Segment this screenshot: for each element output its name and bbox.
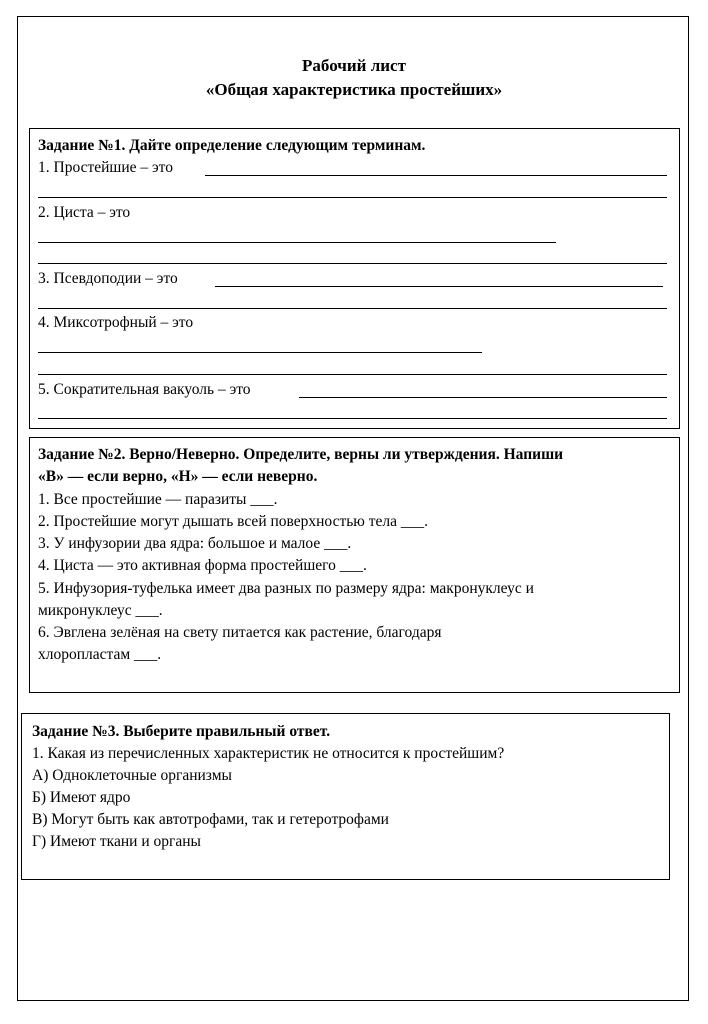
statement-6: 6. Эвглена зелёная на свету питается как растение, благодаря	[38, 624, 442, 641]
term-2-label: 2. Циста – это	[38, 204, 131, 221]
answer-line[interactable]	[215, 286, 663, 287]
answer-line[interactable]	[299, 397, 667, 398]
statement-3: 3. У инфузории два ядра: большое и малое ___.	[38, 535, 352, 552]
statement-4: 4. Циста — это активная форма простейшего ___.	[38, 557, 367, 574]
answer-line[interactable]	[38, 308, 667, 309]
answer-line[interactable]	[205, 175, 667, 176]
statement-2: 2. Простейшие могут дышать всей поверхностью тела ___.	[38, 513, 429, 530]
task3-question: 1. Какая из перечисленных характеристик не относится к простейшим?	[32, 745, 505, 762]
term-4-label: 4. Миксотрофный – это	[38, 314, 194, 331]
task2-heading-line1: Задание №2. Верно/Неверно. Определите, верны ли утверждения. Напиши	[38, 446, 564, 463]
task1-heading: Задание №1. Дайте определение следующим терминам.	[38, 137, 426, 154]
option-d[interactable]: Г) Имеют ткани и органы	[32, 833, 201, 850]
task3-heading: Задание №3. Выберите правильный ответ.	[32, 723, 331, 740]
task2-heading-line2: «В» — если верно, «Н» — если неверно.	[38, 468, 318, 485]
option-b[interactable]: Б) Имеют ядро	[32, 789, 131, 806]
option-a[interactable]: А) Одноклеточные организмы	[32, 767, 232, 784]
statement-5-cont: микронуклеус ___.	[38, 602, 163, 619]
answer-line[interactable]	[38, 242, 556, 243]
term-3-label: 3. Псевдоподии – это	[38, 270, 178, 287]
statement-5: 5. Инфузория-туфелька имеет два разных по размеру ядра: макронуклеус и	[38, 580, 534, 597]
option-c[interactable]: В) Могут быть как автотрофами, так и гетеротрофами	[32, 811, 389, 828]
term-1-label: 1. Простейшие – это	[38, 159, 173, 176]
worksheet-subtitle: «Общая характеристика простейших»	[205, 80, 503, 99]
statement-1: 1. Все простейшие — паразиты ___.	[38, 491, 278, 508]
statement-6-cont: хлоропластам ___.	[38, 646, 162, 663]
worksheet-title: Рабочий лист	[302, 56, 406, 75]
answer-line[interactable]	[38, 374, 667, 375]
answer-line[interactable]	[38, 263, 667, 264]
term-5-label: 5. Сократительная вакуоль – это	[38, 381, 251, 398]
answer-line[interactable]	[38, 418, 667, 419]
answer-line[interactable]	[38, 352, 482, 353]
answer-line[interactable]	[38, 197, 667, 198]
